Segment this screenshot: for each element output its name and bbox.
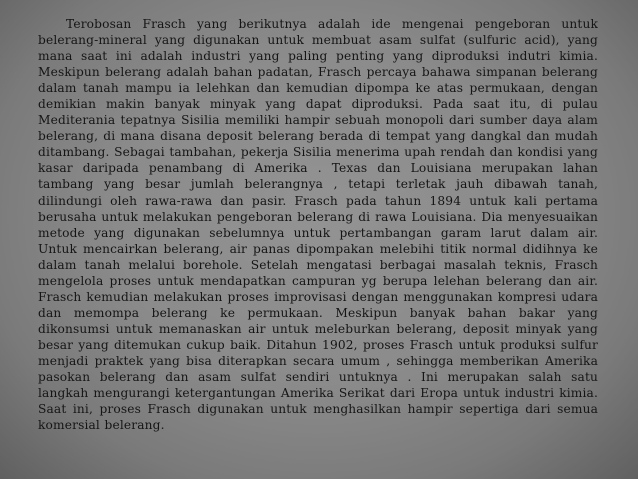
body-text-block	[38, 16, 598, 479]
body-paragraph: Terobosan Frasch yang berikutnya adalah ide mengenai pengeboran untuk belerang-mineral yang digunakan untuk membuat asam sulfat (sulfuric acid), yang mana saat ini adalah industri yang paling penting yang diproduksi indutri kimia. Meskipun belerang adalah bahan padatan, Frasch percaya bahawa simpanan belerang dalam tanah mampu ia lelehkan dan kemudian dipompa ke atas permukaan, dengan demikian makin banyak minyak yang dapat diproduksi. Pada saat itu, di pulau Mediterania tepatnya Sisilia memiliki hampir sebuah monopoli dari sumber daya alam belerang, di mana disana deposit belerang berada di tempat yang dangkal dan mudah ditambang. Sebagai tambahan, pekerja Sisilia menerima upah rendah dan kondisi yang kasar daripada penambang di Amerika . Texas dan Louisiana merupakan lahan tambang yang besar jumlah belerangnya , tetapi terletak jauh dibawah tanah, dilindungi oleh rawa-rawa dan pasir. Frasch pada tahun 1894 untuk kali pertama berusaha untuk melakukan pengeboran belerang di rawa Louisiana. Dia menyesuaikan metode yang digunakan sebelumnya untuk pertambangan garam larut dalam air. Untuk mencairkan belerang, air panas dipompakan melebihi titik normal didihnya ke dalam tanah melalui borehole. Setelah mengatasi berbagai masalah teknis, Frasch mengelola proses untuk mendapatkan campuran yg berupa lelehan belerang dan air. Frasch kemudian melakukan proses improvisasi dengan menggunakan kompresi udara dan memompa belerang ke permukaan. Meskipun banyak bahan bakar yang dikonsumsi untuk memanaskan air untuk meleburkan belerang, deposit minyak yang besar yang ditemukan cukup baik. Ditahun 1902, proses Frasch untuk produksi sulfur menjadi praktek yang bisa diterapkan secara umum , sehingga memberikan Amerika pasokan belerang dan asam sulfat sendiri untuknya . Ini merupakan salah satu langkah mengurangi ketergantungan Amerika Serikat dari Eropa untuk industri kimia. Saat ini, proses Frasch digunakan untuk menghasilkan hampir sepertiga dari semua komersial belerang.	[38, 17, 598, 433]
